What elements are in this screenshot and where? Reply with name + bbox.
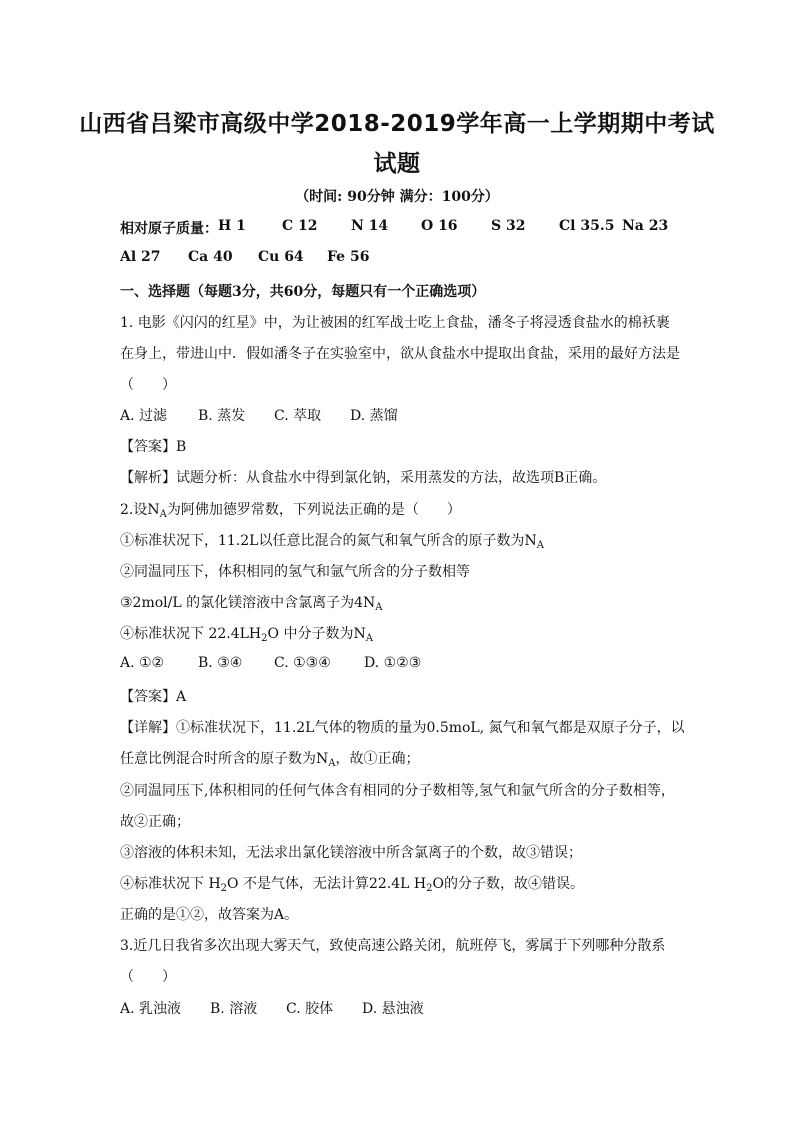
document-title-line2: 试题: [373, 151, 421, 177]
q2-statement-4-text-b: O 中分子数为N: [267, 626, 366, 642]
atomic-mass-al: Al 27: [120, 249, 161, 265]
atomic-mass-fe: Fe 56: [327, 249, 370, 265]
q2-detail-line6-subscript-2: 2: [426, 883, 433, 894]
atomic-mass-c: C 12: [282, 218, 318, 234]
atomic-mass-s: S 32: [491, 218, 526, 234]
q1-stem-line2: 在身上，带进山中．假如潘冬子在实验室中，欲从食盐水中提取出食盐，采用的最好方法是: [120, 346, 680, 362]
q2-detail-line4: 故②正确；: [120, 814, 190, 830]
atomic-mass-ca: Ca 40: [188, 249, 233, 265]
q1-option-a: A. 过滤: [120, 408, 168, 424]
q2-statement-1-text: ①标准状况下，11.2L以任意比混合的氮气和氧气所含的原子数为N: [120, 533, 537, 549]
q2-stem-subscript: A: [159, 509, 167, 520]
q1-option-c: C. 萃取: [274, 408, 322, 424]
q2-detail-line2: [120, 748, 419, 768]
q2-detail-line1: 【详解】①标准状况下，11.2L气体的物质的量为0.5moL, 氮气和氧气都是双原子分子，以: [120, 720, 685, 736]
q2-statement-4-text-a: ④标准状况下 22.4LH: [120, 626, 262, 642]
q2-detail-line6-text-b: O 不是气体，无法计算22.4L H: [227, 876, 427, 892]
q2-statement-1-subscript: A: [536, 540, 544, 551]
q1-answer: 【答案】B: [120, 439, 187, 455]
q1-option-d: D. 蒸馏: [350, 408, 398, 424]
q2-detail-line6-text-c: O的分子数，故④错误。: [432, 876, 584, 892]
q2-statement-3-text: ③2mol/L 的氯化镁溶液中含氯离子为4N: [120, 595, 376, 611]
q3-option-a: A. 乳浊液: [120, 1001, 182, 1017]
q3-options: [120, 998, 424, 1018]
q2-statement-3-subscript: A: [375, 602, 383, 613]
q3-stem-line1: 3.近几日我省多次出现大雾天气，致使高速公路关闭，航班停飞，雾属于下列哪种分散系: [120, 938, 666, 954]
q3-option-c: C. 胶体: [286, 1001, 334, 1017]
exam-time-info: （时间: 90分钟 满分：100分）: [295, 189, 499, 205]
q1-analysis: 【解析】试题分析：从食盐水中得到氯化钠，采用蒸发的方法，故选项B正确。: [120, 470, 607, 486]
atomic-mass-cu: Cu 64: [258, 249, 304, 265]
q2-conclusion: 正确的是①②，故答案为A。: [120, 907, 299, 923]
q2-stem-text-a: 2.设N: [120, 502, 160, 518]
q2-statement-2: ②同温同压下，体积相同的氢气和氩气所含的分子数相等: [120, 564, 470, 580]
q3-stem-line2: （ ）: [120, 969, 176, 985]
q2-statement-3: [120, 592, 383, 612]
q2-statement-4: [120, 623, 373, 643]
q2-option-b: B. ③④: [198, 655, 243, 671]
q2-detail-line2-text-a: 任意比例混合时所含的原子数为N: [120, 751, 329, 767]
section-heading: 一、选择题（每题3分，共60分，每题只有一个正确选项）: [120, 284, 486, 300]
q2-detail-line3: ②同温同压下,体积相同的任何气体含有相同的分子数相等,氢气和氩气所含的分子数相等，: [120, 783, 675, 799]
q2-detail-line2-text-b: ，故①正确；: [335, 751, 420, 767]
q1-option-b: B. 蒸发: [198, 408, 246, 424]
q1-options: [120, 405, 398, 425]
q2-option-d: D. ①②③: [364, 655, 422, 671]
q2-stem-text-b: 为阿佛加德罗常数，下列说法正确的是（ ）: [166, 502, 461, 518]
q2-answer: 【答案】A: [120, 689, 187, 705]
q2-detail-line6-text-a: ④标准状况下 H: [120, 876, 221, 892]
q1-stem-line1: 1. 电影《闪闪的红星》中，为让被困的红军战士吃上食盐，潘冬子将浸透食盐水的棉袄裹: [120, 315, 670, 331]
q2-detail-line6: [120, 873, 584, 893]
atomic-mass-label: 相对原子质量：: [120, 221, 218, 237]
document-title-line1: 山西省吕梁市高级中学2018-2019学年高一上学期期中考试: [79, 111, 715, 137]
q2-option-c: C. ①③④: [274, 655, 331, 671]
q1-stem-line3: （ ）: [120, 377, 176, 393]
q2-statement-1: [120, 530, 544, 550]
atomic-mass-na: Na 23: [622, 218, 669, 234]
q2-detail-line6-subscript-1: 2: [220, 883, 228, 894]
q2-detail-line5: ③溶液的体积未知，无法求出氯化镁溶液中所含氯离子的个数，故③错误；: [120, 845, 582, 861]
q2-stem: [120, 499, 461, 519]
q2-options: [120, 655, 421, 671]
q2-option-a: A. ①②: [120, 655, 165, 671]
q2-statement-4-subscript-2: A: [365, 633, 373, 644]
q3-option-b: B. 溶液: [210, 1001, 258, 1017]
q2-statement-4-subscript-1: 2: [261, 633, 268, 644]
atomic-mass-cl: Cl 35.5: [559, 218, 615, 234]
atomic-mass-h: H 1: [218, 218, 246, 234]
q2-detail-line2-subscript: A: [328, 758, 336, 769]
atomic-mass-n: N 14: [351, 218, 389, 234]
atomic-mass-o: O 16: [421, 218, 458, 234]
q3-option-d: D. 悬浊液: [362, 1001, 424, 1017]
